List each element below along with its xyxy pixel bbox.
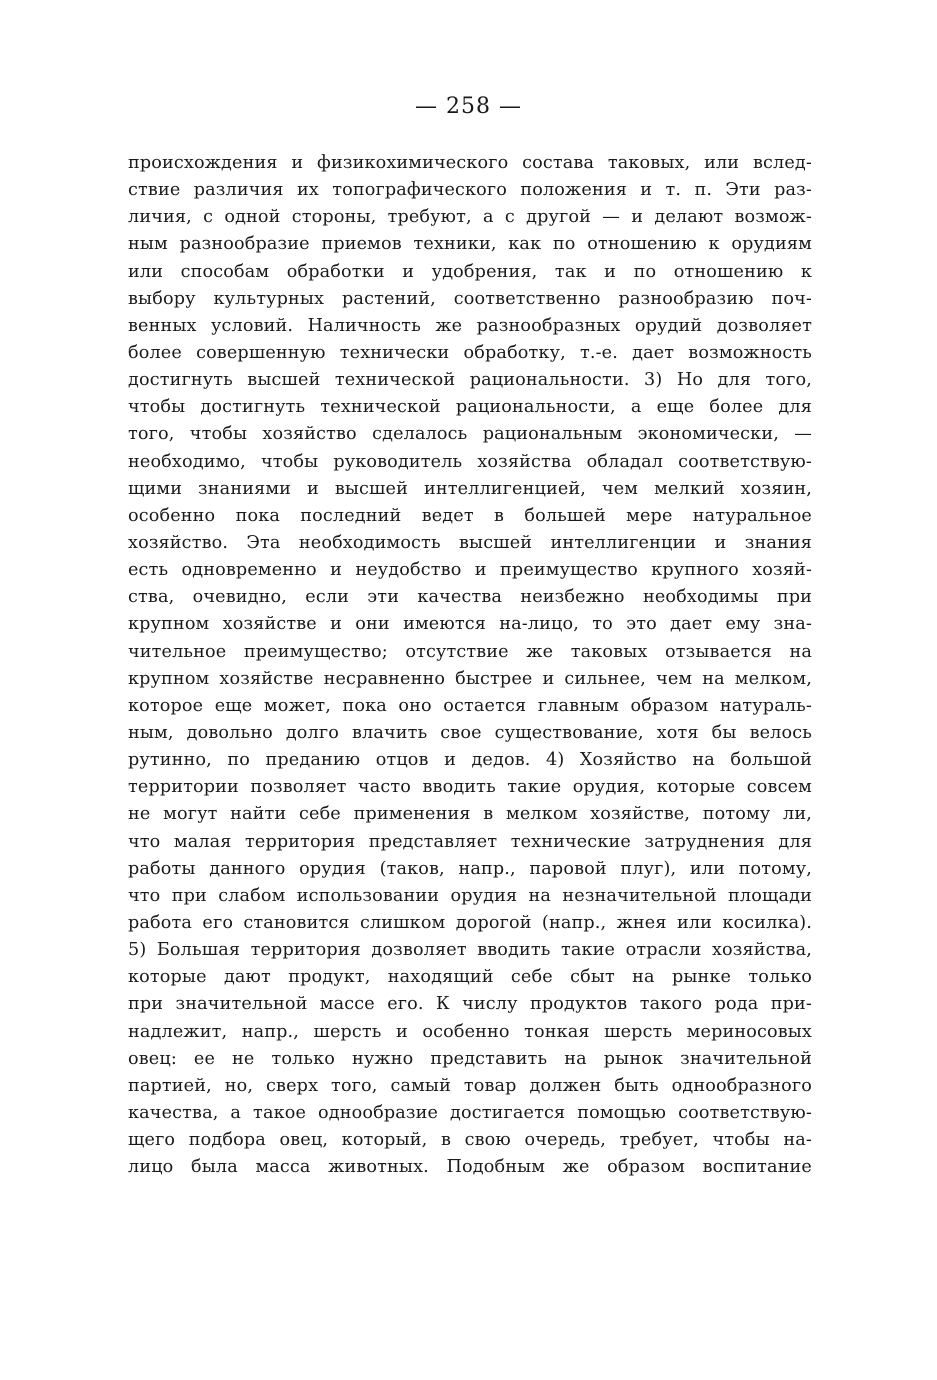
text-line: работы данного орудия (таков, напр., паровой плуг), или потому, (128, 858, 812, 879)
text-line: работа его становится слишком дорогой (напр., жнея или косилка). (128, 912, 812, 933)
text-line: необходимо, чтобы руководитель хозяйства обладал соответствую- (128, 451, 812, 472)
text-line: или способам обработки и удобрения, так и по отношению к (128, 261, 812, 282)
text-line: надлежит, напр., шерсть и особенно тонкая шерсть мериносовых (128, 1021, 812, 1042)
text-line: чительное преимущество; отсутствие же таковых отзывается на (128, 641, 812, 662)
text-line: крупном хозяйстве и они имеются на-лицо, то это дает ему зна- (128, 614, 812, 635)
text-line: ствие различия их топографического положения и т. п. Эти раз- (128, 180, 812, 201)
text-line: ным, довольно долго влачить свое существование, хотя бы велось (128, 722, 812, 743)
text-line: происхождения и физикохимического состава таковых, или вслед- (128, 153, 812, 173)
text-line: особенно пока последний ведет в большей мере натуральное (128, 505, 812, 526)
text-line: овец: ее не только нужно представить на рынок значительной (128, 1048, 812, 1069)
text-line: достигнуть высшей технической рациональности. 3) Но для того, (128, 370, 812, 391)
text-line: венных условий. Наличность же разнообразных орудий дозволяет (128, 315, 812, 336)
text-line: того, чтобы хозяйство сделалось рациональным экономически, — (128, 424, 812, 445)
text-line: не могут найти себе применения в мелком хозяйстве, потому ли, (128, 804, 812, 825)
text-line: ства, очевидно, если эти качества неизбежно необходимы при (128, 587, 812, 608)
text-line: крупном хозяйстве несравненно быстрее и сильнее, чем на мелком, (128, 668, 812, 689)
text-line: партией, но, сверх того, самый товар должен быть однообразного (128, 1075, 812, 1096)
text-line: качества, а такое однообразие достигается помощью соответствую- (128, 1102, 812, 1123)
text-line: которое еще может, пока оно остается главным образом натураль- (128, 695, 812, 716)
text-line: более совершенную технически обработку, т.-е. дает возможность (128, 342, 812, 363)
text-line: территории позволяет часто вводить такие орудия, которые совсем (128, 777, 812, 798)
text-line: лицо была масса животных. Подобным же образом воспитание (128, 1157, 812, 1178)
body-text (128, 150, 812, 1181)
text-line: хозяйство. Эта необходимость высшей интеллигенции и знания (128, 532, 812, 553)
text-line: что при слабом использовании орудия на незначительной площади (128, 885, 812, 906)
text-line: рутинно, по преданию отцов и дедов. 4) Хозяйство на большой (128, 750, 812, 771)
text-line: есть одновременно и неудобство и преимущество крупного хозяй- (128, 560, 812, 581)
text-line: щего подбора овец, который, в свою очередь, требует, чтобы на- (128, 1130, 812, 1151)
text-line: чтобы достигнуть технической рациональности, а еще более для (128, 397, 812, 418)
text-line: ным разнообразие приемов техники, как по отношению к орудиям (128, 234, 812, 255)
text-line: щими знаниями и высшей интеллигенцией, чем мелкий хозяин, (128, 478, 812, 499)
text-line: личия, с одной стороны, требуют, а с другой — и делают возмож- (128, 207, 812, 228)
text-line: 5) Большая территория дозволяет вводить такие отрасли хозяйства, (128, 940, 812, 961)
page-number: — 258 — (415, 94, 522, 119)
text-line: которые дают продукт, находящий себе сбыт на рынке только (128, 967, 812, 988)
text-line: при значительной массе его. К числу продуктов такого рода при- (128, 994, 812, 1015)
text-line: что малая территория представляет технические затруднения для (128, 831, 812, 852)
text-line: выбору культурных растений, соответственно разнообразию поч- (128, 288, 812, 309)
